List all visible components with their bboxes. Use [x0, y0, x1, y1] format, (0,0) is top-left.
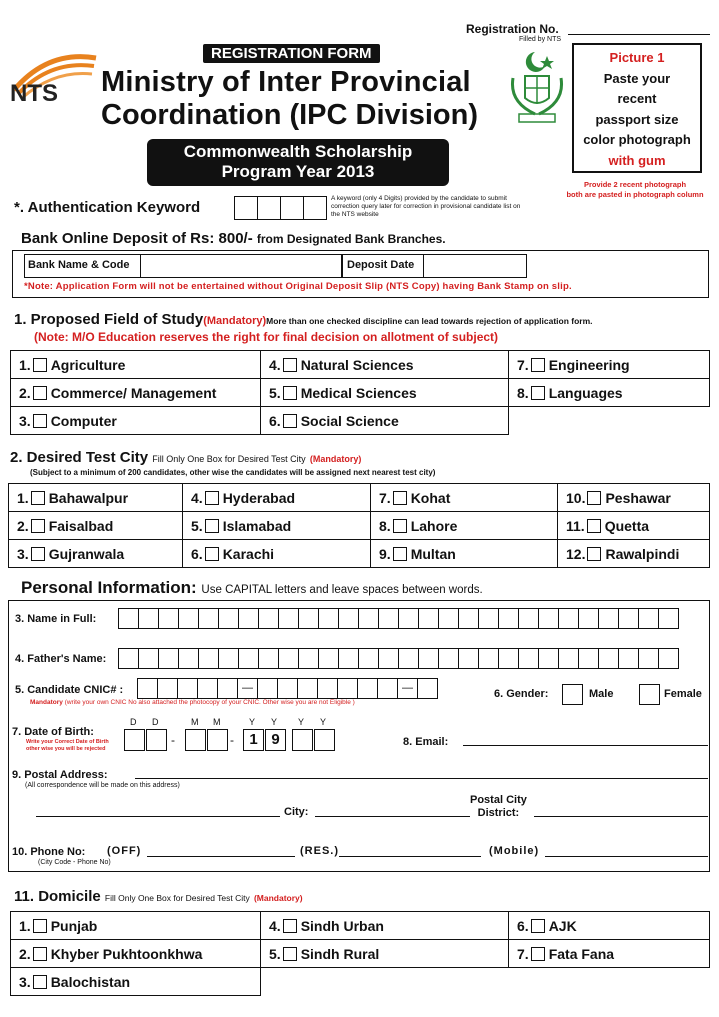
domicile-option-ajk[interactable]: 6. AJK: [509, 912, 710, 940]
dob-head-label: M: [191, 717, 199, 727]
postal-address-field-2[interactable]: [36, 816, 280, 817]
table-row: [11, 968, 710, 996]
char-box[interactable]: [578, 648, 599, 669]
char-box[interactable]: [358, 608, 379, 629]
char-box[interactable]: [338, 648, 359, 669]
table-row: [9, 484, 710, 512]
table-row: [11, 351, 710, 379]
checkbox-icon: [283, 919, 297, 933]
form-badge: REGISTRATION FORM: [203, 44, 380, 63]
dob-digit-box[interactable]: 1: [243, 729, 264, 751]
auth-note: A keyword (only 4 Digits) provided by the candidate to submit correction query later for correction in provisional candidate list on the NTS website: [331, 195, 521, 218]
checkbox-icon: [283, 358, 297, 372]
photo-line5: with gum: [608, 152, 666, 168]
char-box[interactable]: [298, 608, 319, 629]
city-option-kohat[interactable]: 7. Kohat: [371, 484, 558, 512]
dob-separator: -: [171, 733, 175, 747]
char-box[interactable]: [538, 608, 559, 629]
personal-info-heading: Personal Information: Use CAPITAL letters and leave spaces between words.: [21, 578, 483, 597]
city-option-bahawalpur[interactable]: 1. Bahawalpur: [9, 484, 183, 512]
field-option-commerce[interactable]: 2. Commerce/ Management: [11, 379, 261, 407]
domicile-option-kpk[interactable]: 2. Khyber Pukhtoonkhwa: [11, 940, 261, 968]
char-box[interactable]: [518, 608, 539, 629]
char-box[interactable]: [458, 648, 479, 669]
dob-digit-box[interactable]: [207, 729, 228, 751]
char-box[interactable]: [258, 608, 279, 629]
bank-note: *Note: Application Form will not be entertained without Original Deposit Slip (NTS Copy) having Bank Stamp on slip.: [24, 281, 572, 292]
test-city-note: (Subject to a minimum of 200 candidates, other wise the candidates will be assigned next nearest test city): [30, 468, 436, 477]
char-box[interactable]: [638, 608, 659, 629]
table-row: [11, 912, 710, 940]
deposit-date-label: Deposit Date: [347, 259, 415, 271]
field-of-study-note: (Note: M/O Education reserves the right for final decision on allotment of subject): [34, 330, 499, 344]
field-option-agriculture[interactable]: 1. Agriculture: [11, 351, 261, 379]
ministry-title-line2: Coordination (IPC Division): [101, 99, 478, 131]
city-option-hyderabad[interactable]: 4. Hyderabad: [183, 484, 371, 512]
table-row: [11, 379, 710, 407]
char-box[interactable]: [258, 648, 279, 669]
gender-female-label: Female: [664, 688, 702, 700]
char-box[interactable]: [178, 608, 199, 629]
char-box[interactable]: [318, 608, 339, 629]
cnic-digit-box[interactable]: [157, 678, 178, 699]
char-box[interactable]: [278, 608, 299, 629]
postal-address-field-1[interactable]: [135, 778, 708, 779]
dob-head-label: Y: [271, 717, 278, 727]
checkbox-icon: [33, 975, 47, 989]
char-box[interactable]: [298, 648, 319, 669]
char-box[interactable]: [498, 608, 519, 629]
domicile-option-fata[interactable]: 7. Fata Fana: [509, 940, 710, 968]
district-field[interactable]: [534, 816, 708, 817]
char-box[interactable]: [158, 648, 179, 669]
test-city-heading: 2. Desired Test City Fill Only One Box for Desired Test City (Mandatory): [10, 449, 362, 466]
program-banner: [147, 139, 449, 186]
cnic-note: Mandatory (write your own CNIC No also attached the photocopy of your CNIC. Other wise you are not Eligible ): [30, 699, 355, 706]
registration-number-field[interactable]: [568, 34, 710, 35]
city-option-islamabad[interactable]: 5. Islamabad: [183, 512, 371, 540]
cnic-digit-box[interactable]: [377, 678, 398, 699]
char-box[interactable]: [538, 648, 559, 669]
checkbox-icon: [33, 919, 47, 933]
field-option-natural-sciences[interactable]: 4. Natural Sciences: [261, 351, 509, 379]
city-option-rawalpindi[interactable]: 12. Rawalpindi: [558, 540, 710, 568]
char-box[interactable]: [618, 608, 639, 629]
phone-note: (City Code - Phone No): [38, 859, 111, 866]
domicile-option-sindh-urban[interactable]: 4. Sindh Urban: [261, 912, 509, 940]
domicile-option-punjab[interactable]: 1. Punjab: [11, 912, 261, 940]
char-box[interactable]: [658, 648, 679, 669]
cnic-digit-box[interactable]: [337, 678, 358, 699]
char-box[interactable]: [338, 608, 359, 629]
gender-label: 6. Gender:: [494, 688, 549, 700]
char-box[interactable]: [418, 648, 439, 669]
dob-head-label: M: [213, 717, 221, 727]
field-option-computer[interactable]: 3. Computer: [11, 407, 261, 435]
photo-box[interactable]: [572, 43, 702, 173]
field-option-medical-sciences[interactable]: 5. Medical Sciences: [261, 379, 509, 407]
table-row: [11, 407, 710, 435]
checkbox-icon: [33, 414, 47, 428]
char-box[interactable]: [198, 608, 219, 629]
cnic-digit-box[interactable]: [357, 678, 378, 699]
dob-head-label: Y: [249, 717, 256, 727]
char-box[interactable]: [138, 608, 159, 629]
checkbox-icon: [205, 547, 219, 561]
phone-res-label: (RES.): [300, 845, 339, 857]
checkbox-icon: [283, 414, 297, 428]
domicile-heading: 11. Domicile Fill Only One Box for Desired Test City (Mandatory): [14, 888, 303, 905]
checkbox-icon: [393, 491, 407, 505]
char-box[interactable]: [278, 648, 299, 669]
char-box[interactable]: [398, 608, 419, 629]
checkbox-icon: [587, 519, 601, 533]
ministry-title-line1: Ministry of Inter Provincial: [101, 66, 471, 98]
city-option-lahore[interactable]: 8. Lahore: [371, 512, 558, 540]
checkbox-icon: [205, 491, 219, 505]
checkbox-icon: [31, 491, 45, 505]
dob-separator: -: [230, 733, 234, 747]
checkbox-icon: [33, 386, 47, 400]
dob-head-label: Y: [298, 717, 305, 727]
dob-digit-box[interactable]: [292, 729, 313, 751]
table-row: [9, 512, 710, 540]
city-label: City:: [284, 806, 309, 818]
cnic-digit-box[interactable]: [217, 678, 238, 699]
city-option-quetta[interactable]: 11. Quetta: [558, 512, 710, 540]
char-box[interactable]: [558, 608, 579, 629]
email-field[interactable]: [463, 745, 708, 746]
checkbox-icon: [31, 519, 45, 533]
dob-head-label: D: [130, 717, 137, 727]
program-line1: Commonwealth Scholarship: [183, 142, 413, 161]
cnic-digit-box[interactable]: [297, 678, 318, 699]
char-box[interactable]: [118, 608, 139, 629]
char-box[interactable]: [318, 648, 339, 669]
gender-male-label: Male: [589, 688, 614, 700]
char-box[interactable]: [658, 608, 679, 629]
checkbox-icon: [31, 547, 45, 561]
char-box[interactable]: [438, 648, 459, 669]
nts-logo: [8, 50, 98, 110]
phone-off-field[interactable]: [147, 856, 295, 857]
checkbox-icon: [531, 947, 545, 961]
checkbox-icon: [531, 358, 545, 372]
nts-logo-text: NTS: [10, 80, 58, 107]
field-of-study-heading: 1. Proposed Field of Study(Mandatory)More than one checked discipline can lead towards rejection of application form.: [14, 311, 593, 328]
postal-address-label: 9. Postal Address:: [12, 769, 108, 781]
char-box[interactable]: [598, 608, 619, 629]
personal-info-section: [8, 600, 710, 872]
char-box[interactable]: [558, 648, 579, 669]
registration-label: Registration No.: [466, 22, 559, 36]
checkbox-icon: [205, 519, 219, 533]
char-box[interactable]: [218, 608, 239, 629]
dob-field[interactable]: [124, 717, 344, 753]
cnic-digit-box[interactable]: [257, 678, 278, 699]
postal-city-district-label: Postal City District:: [470, 794, 527, 819]
phone-mobile-label: (Mobile): [489, 845, 540, 857]
city-option-faisalbad[interactable]: 2. Faisalbad: [9, 512, 183, 540]
field-option-languages[interactable]: 8. Languages: [509, 379, 710, 407]
char-box[interactable]: [478, 648, 499, 669]
domicile-option-sindh-rural[interactable]: 5. Sindh Rural: [261, 940, 509, 968]
checkbox-icon: [33, 947, 47, 961]
city-option-gujranwala[interactable]: 3. Gujranwala: [9, 540, 183, 568]
char-box[interactable]: [598, 648, 619, 669]
test-city-table: [8, 483, 710, 568]
char-box[interactable]: [458, 608, 479, 629]
cnic-digit-box[interactable]: [137, 678, 158, 699]
char-box[interactable]: [378, 648, 399, 669]
char-box[interactable]: [378, 608, 399, 629]
city-option-multan[interactable]: 9. Multan: [371, 540, 558, 568]
postal-address-note: (All correspondence will be made on this address): [25, 782, 180, 789]
photo-line1: Paste your: [603, 70, 671, 86]
city-field[interactable]: [315, 816, 470, 817]
dob-label: 7. Date of Birth:: [12, 726, 94, 738]
char-box[interactable]: [358, 648, 379, 669]
char-box[interactable]: [218, 648, 239, 669]
phone-res-field[interactable]: [339, 856, 481, 857]
char-box[interactable]: [518, 648, 539, 669]
checkbox-icon: [33, 358, 47, 372]
dob-head-label: D: [152, 717, 159, 727]
domicile-option-balochistan[interactable]: 3. Balochistan: [11, 968, 261, 996]
name-label: 3. Name in Full:: [15, 613, 97, 625]
domicile-table: [10, 911, 710, 996]
char-box[interactable]: [178, 648, 199, 669]
dob-digit-box[interactable]: [314, 729, 335, 751]
photo-line3: passport size: [595, 111, 679, 127]
char-box[interactable]: [478, 608, 499, 629]
cnic-digit-box[interactable]: [417, 678, 438, 699]
char-box[interactable]: [398, 648, 419, 669]
char-box[interactable]: [238, 608, 259, 629]
program-line2: Program Year 2013: [221, 162, 375, 181]
cnic-boxes[interactable]: [137, 678, 437, 699]
char-box[interactable]: [238, 648, 259, 669]
checkbox-icon: [393, 519, 407, 533]
phone-label: 10. Phone No:: [12, 846, 86, 858]
cnic-digit-box[interactable]: [277, 678, 298, 699]
cnic-dash: —: [237, 678, 258, 699]
field-option-engineering[interactable]: 7. Engineering: [509, 351, 710, 379]
dob-head-label: Y: [320, 717, 327, 727]
char-box[interactable]: [438, 608, 459, 629]
cnic-digit-box[interactable]: [177, 678, 198, 699]
father-name-label: 4. Father's Name:: [15, 653, 107, 665]
char-box[interactable]: [578, 608, 599, 629]
field-option-social-science[interactable]: 6. Social Science: [261, 407, 509, 435]
char-box[interactable]: [618, 648, 639, 669]
char-box[interactable]: [158, 608, 179, 629]
char-box[interactable]: [118, 648, 139, 669]
checkbox-icon: [531, 919, 545, 933]
photo-title: Picture 1: [609, 50, 665, 65]
checkbox-icon: [587, 547, 601, 561]
gender-female-box[interactable]: [639, 684, 660, 705]
auth-keyword-boxes[interactable]: [234, 196, 326, 220]
name-boxes[interactable]: [118, 608, 678, 629]
father-name-boxes[interactable]: [118, 648, 678, 669]
dob-digit-box[interactable]: [124, 729, 145, 751]
table-row: [11, 940, 710, 968]
checkbox-icon: [393, 547, 407, 561]
email-label: 8. Email:: [403, 736, 449, 748]
bank-heading: Bank Online Deposit of Rs: 800/- from Designated Bank Branches.: [21, 230, 446, 247]
phone-off-label: (OFF): [107, 845, 142, 857]
checkbox-icon: [283, 386, 297, 400]
char-box[interactable]: [198, 648, 219, 669]
dob-digit-box[interactable]: [185, 729, 206, 751]
cnic-label: 5. Candidate CNIC# :: [15, 684, 124, 696]
photo-note: Provide 2 recent photograph both are pasted in photograph column: [566, 180, 704, 199]
dob-digit-box[interactable]: [146, 729, 167, 751]
pakistan-emblem-icon: [505, 48, 569, 128]
photo-line4: color photograph: [583, 132, 691, 147]
phone-mobile-field[interactable]: [545, 856, 708, 857]
checkbox-icon: [531, 386, 545, 400]
table-row: [9, 540, 710, 568]
cnic-dash: —: [397, 678, 418, 699]
filled-by-note: Filled by NTS: [519, 36, 562, 43]
field-of-study-table: [10, 350, 710, 435]
char-box[interactable]: [138, 648, 159, 669]
photo-line2: recent: [617, 91, 657, 106]
city-option-karachi[interactable]: 6. Karachi: [183, 540, 371, 568]
city-option-peshawar[interactable]: 10. Peshawar: [558, 484, 710, 512]
char-box[interactable]: [638, 648, 659, 669]
dob-note: Write your Correct Date of Birth other wise you will be rejected: [26, 739, 109, 752]
char-box[interactable]: [418, 608, 439, 629]
cnic-digit-box[interactable]: [197, 678, 218, 699]
checkbox-icon: [283, 947, 297, 961]
auth-label: *. Authentication Keyword: [14, 199, 201, 216]
checkbox-icon: [587, 491, 601, 505]
dob-digit-box[interactable]: 9: [265, 729, 286, 751]
cnic-digit-box[interactable]: [317, 678, 338, 699]
char-box[interactable]: [498, 648, 519, 669]
gender-male-box[interactable]: [562, 684, 583, 705]
state-emblem: [505, 48, 569, 128]
bank-name-label: Bank Name & Code: [28, 259, 130, 271]
